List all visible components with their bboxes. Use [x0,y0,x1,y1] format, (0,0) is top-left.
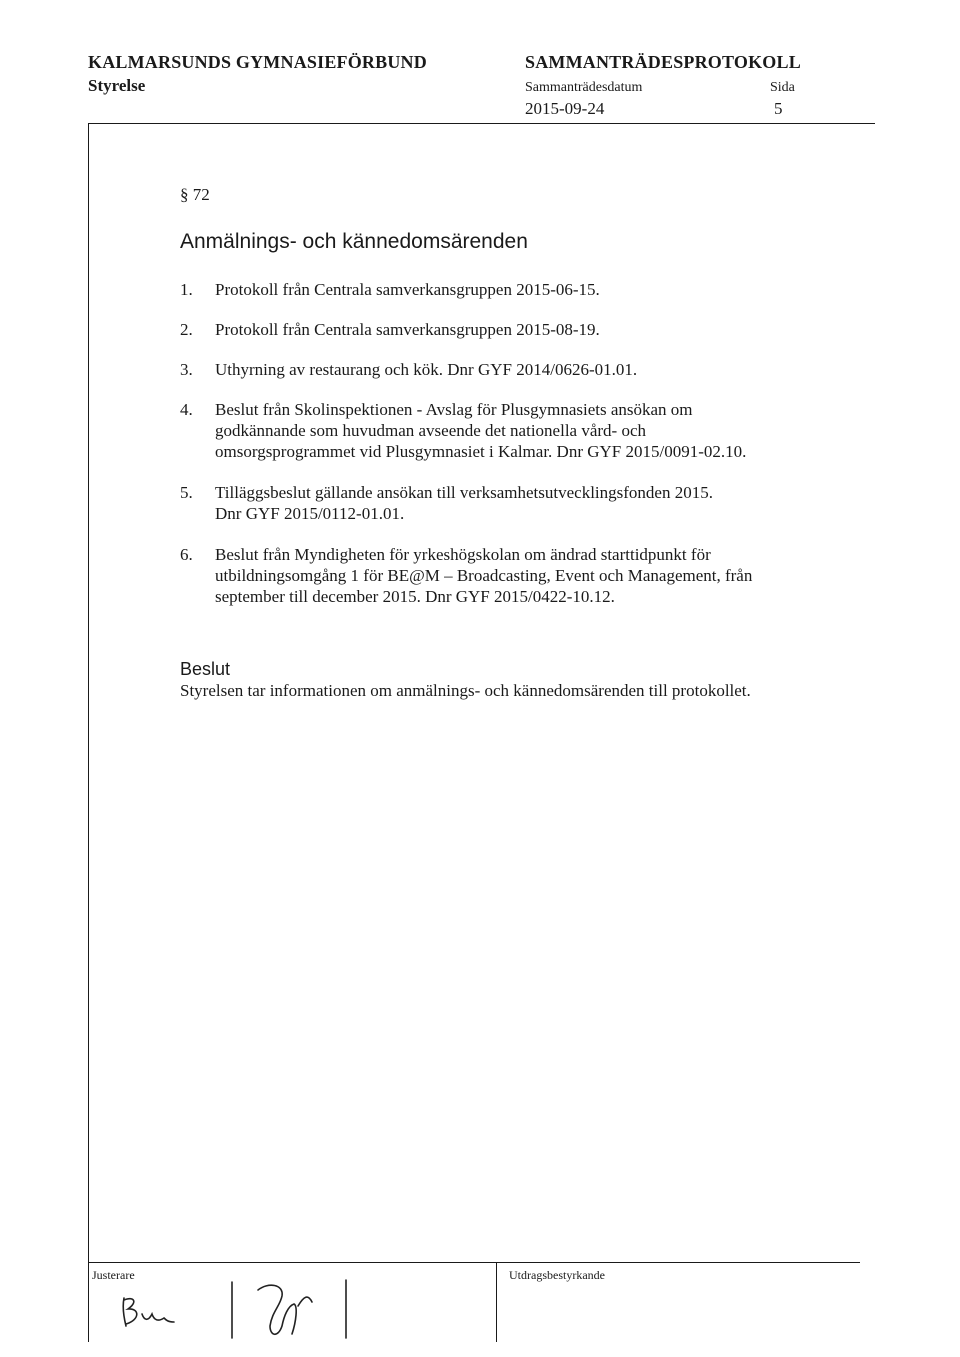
agenda-item [180,279,860,300]
agenda-item [180,544,860,607]
paragraph-number: § 72 [180,185,210,204]
agenda-item-number: 6. [180,545,193,564]
header-rule [88,123,875,124]
agenda-item-number: 4. [180,400,193,419]
decision-heading: Beslut [180,659,231,679]
page-number: 5 [774,99,783,118]
agenda-item-text-line: Beslut från Skolinspektionen - Avslag för Plusgymnasiets ansökan om [215,400,693,419]
agenda-item-text-line: Uthyrning av restaurang och kök. Dnr GYF 2014/0626-01.01. [215,360,638,379]
agenda-item-text-line: Protokoll från Centrala samverkansgruppen 2015-08-19. [215,320,600,339]
signature-initials-2 [228,1276,358,1342]
agenda-item-text-line: utbildningsomgång 1 för BE@M – Broadcasting, Event och Management, från [215,566,753,585]
footer-left-rule [88,1262,89,1342]
agenda-item-number: 2. [180,320,193,339]
agenda-item [180,359,860,380]
agenda-item-number: 1. [180,280,193,299]
agenda-item-text-line: Beslut från Myndigheten för yrkeshögskolan om ändrad starttidpunkt för [215,545,711,564]
agenda-item [180,319,860,340]
decision-text: Styrelsen tar informationen om anmälnings- och kännedomsärenden till protokollet. [180,681,751,700]
section-title: Anmälnings- och kännedomsärenden [180,230,528,253]
agenda-item [180,482,860,524]
agenda-item-list [180,279,860,627]
agenda-item-number: 5. [180,483,193,502]
board-name: Styrelse [88,76,146,95]
extract-certification-label: Utdragsbestyrkande [509,1268,605,1282]
agenda-item-text-line: godkännande som huvudman avseende det nationella vård- och [215,421,647,440]
agenda-item [180,399,860,462]
agenda-item-text-line: omsorgsprogrammet vid Plusgymnasiet i Kalmar. Dnr GYF 2015/0091-02.10. [215,442,747,461]
footer-divider [496,1262,497,1342]
agenda-item-text-line: Dnr GYF 2015/0112-01.01. [215,504,405,523]
footer-rule [88,1262,860,1263]
meeting-date: 2015-09-24 [525,99,605,118]
agenda-item-text-line: Tilläggsbeslut gällande ansökan till verksamhetsutvecklingsfonden 2015. [215,483,713,502]
agenda-item-number: 3. [180,360,193,379]
agenda-item-text-line: Protokoll från Centrala samverkansgruppen 2015-06-15. [215,280,600,299]
left-margin-rule [88,123,89,1263]
page-label: Sida [770,80,795,95]
agenda-item-text-line: september till december 2015. Dnr GYF 2015/0422-10.12. [215,587,615,606]
meeting-date-label: Sammanträdesdatum [525,80,643,95]
organization-name: KALMARSUNDS GYMNASIEFÖRBUND [88,52,427,72]
signature-initials-1 [118,1294,178,1330]
protocol-title: SAMMANTRÄDESPROTOKOLL [525,52,801,72]
adjusters-label: Justerare [92,1268,135,1282]
